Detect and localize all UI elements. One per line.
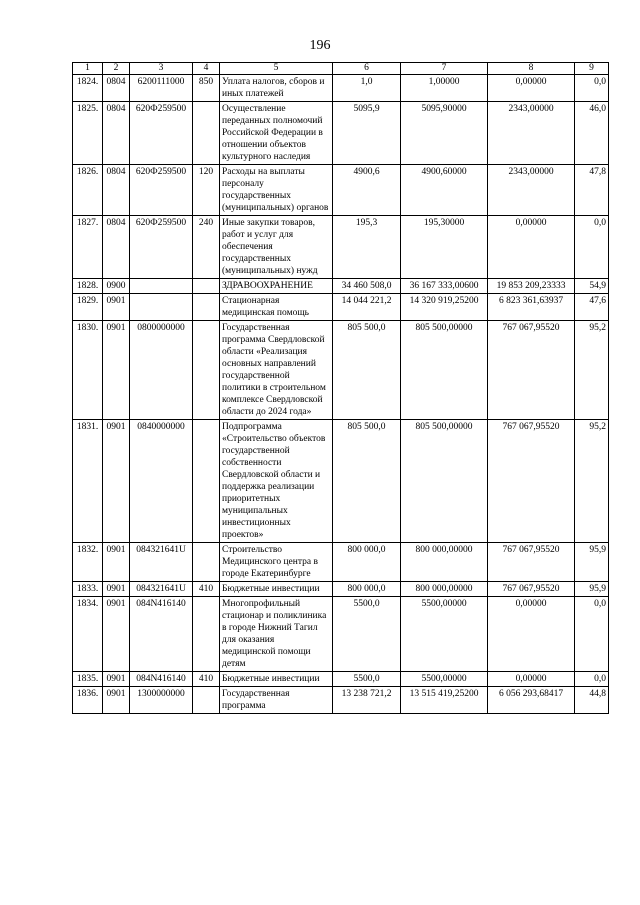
column-header: 5 (220, 63, 333, 75)
table-row (73, 102, 609, 165)
executed-amount-cell: 767 067,95520 (488, 420, 575, 543)
item-name-cell: Государственная программа Свердловской области «Реализация основных направлений государственной политики в строительном комплексе Свердловской области до 2024 года» (220, 321, 333, 420)
target-article-cell: 1300000000 (130, 687, 193, 714)
adjusted-amount-cell: 800 000,00000 (401, 582, 488, 597)
executed-amount-cell: 767 067,95520 (488, 321, 575, 420)
expense-type-cell: 120 (193, 165, 220, 216)
approved-amount-cell: 805 500,0 (333, 420, 401, 543)
approved-amount-cell: 34 460 508,0 (333, 279, 401, 294)
executed-amount-cell: 767 067,95520 (488, 543, 575, 582)
execution-percent-cell: 0,0 (575, 597, 609, 672)
column-header: 2 (103, 63, 130, 75)
section-code-cell: 0804 (103, 75, 130, 102)
section-code-cell: 0901 (103, 420, 130, 543)
row-number-cell: 1832. (73, 543, 103, 582)
column-header: 6 (333, 63, 401, 75)
adjusted-amount-cell: 805 500,00000 (401, 420, 488, 543)
expense-type-cell (193, 321, 220, 420)
target-article-cell: 084321641U (130, 543, 193, 582)
table-row (73, 165, 609, 216)
executed-amount-cell: 19 853 209,23333 (488, 279, 575, 294)
adjusted-amount-cell: 805 500,00000 (401, 321, 488, 420)
item-name-cell: Многопрофильный стационар и поликлиника в городе Нижний Тагил для оказания медицинской помощи детям (220, 597, 333, 672)
table-row (73, 420, 609, 543)
execution-percent-cell: 46,0 (575, 102, 609, 165)
item-name-cell: Строительство Медицинского центра в городе Екатеринбурге (220, 543, 333, 582)
expense-type-cell: 850 (193, 75, 220, 102)
expense-type-cell (193, 687, 220, 714)
adjusted-amount-cell: 13 515 419,25200 (401, 687, 488, 714)
execution-percent-cell: 95,2 (575, 420, 609, 543)
approved-amount-cell: 5500,0 (333, 672, 401, 687)
adjusted-amount-cell: 5500,00000 (401, 597, 488, 672)
target-article-cell: 084N416140 (130, 672, 193, 687)
item-name-cell: Подпрограмма «Строительство объектов государственной собственности Свердловской области и поддержка реализации приоритетных муниципальных инвестиционных проектов» (220, 420, 333, 543)
execution-percent-cell: 0,0 (575, 75, 609, 102)
column-header: 1 (73, 63, 103, 75)
section-code-cell: 0901 (103, 597, 130, 672)
table-row (73, 75, 609, 102)
approved-amount-cell: 5095,9 (333, 102, 401, 165)
executed-amount-cell: 6 823 361,63937 (488, 294, 575, 321)
executed-amount-cell: 0,00000 (488, 672, 575, 687)
expense-type-cell: 410 (193, 582, 220, 597)
item-name-cell: Бюджетные инвестиции (220, 582, 333, 597)
approved-amount-cell: 195,3 (333, 216, 401, 279)
executed-amount-cell: 2343,00000 (488, 165, 575, 216)
row-number-cell: 1827. (73, 216, 103, 279)
adjusted-amount-cell: 1,00000 (401, 75, 488, 102)
execution-percent-cell: 0,0 (575, 672, 609, 687)
section-code-cell: 0901 (103, 672, 130, 687)
row-number-cell: 1836. (73, 687, 103, 714)
row-number-cell: 1824. (73, 75, 103, 102)
target-article-cell: 084321641U (130, 582, 193, 597)
approved-amount-cell: 800 000,0 (333, 582, 401, 597)
row-number-cell: 1834. (73, 597, 103, 672)
section-code-cell: 0804 (103, 216, 130, 279)
row-number-cell: 1833. (73, 582, 103, 597)
section-code-cell: 0804 (103, 165, 130, 216)
target-article-cell (130, 294, 193, 321)
approved-amount-cell: 1,0 (333, 75, 401, 102)
item-name-cell: Иные закупки товаров, работ и услуг для обеспечения государственных (муниципальных) нужд (220, 216, 333, 279)
row-number-cell: 1825. (73, 102, 103, 165)
column-header: 4 (193, 63, 220, 75)
execution-percent-cell: 95,9 (575, 582, 609, 597)
executed-amount-cell: 2343,00000 (488, 102, 575, 165)
table-row (73, 687, 609, 714)
column-header: 7 (401, 63, 488, 75)
row-number-cell: 1828. (73, 279, 103, 294)
approved-amount-cell: 800 000,0 (333, 543, 401, 582)
target-article-cell: 620Ф259500 (130, 102, 193, 165)
executed-amount-cell: 767 067,95520 (488, 582, 575, 597)
row-number-cell: 1835. (73, 672, 103, 687)
column-header: 3 (130, 63, 193, 75)
expense-type-cell (193, 420, 220, 543)
table-row (73, 672, 609, 687)
section-code-cell: 0900 (103, 279, 130, 294)
row-number-cell: 1830. (73, 321, 103, 420)
executed-amount-cell: 0,00000 (488, 216, 575, 279)
execution-percent-cell: 54,9 (575, 279, 609, 294)
item-name-cell: Уплата налогов, сборов и иных платежей (220, 75, 333, 102)
page-number: 196 (309, 38, 331, 53)
adjusted-amount-cell: 800 000,00000 (401, 543, 488, 582)
expense-type-cell (193, 543, 220, 582)
item-name-cell: Стационарная медицинская помощь (220, 294, 333, 321)
execution-percent-cell: 47,8 (575, 165, 609, 216)
table-row (73, 597, 609, 672)
item-name-cell: Государственная программа (220, 687, 333, 714)
target-article-cell: 0840000000 (130, 420, 193, 543)
table-row (73, 321, 609, 420)
adjusted-amount-cell: 5500,00000 (401, 672, 488, 687)
target-article-cell: 6200111000 (130, 75, 193, 102)
section-code-cell: 0901 (103, 543, 130, 582)
target-article-cell: 0800000000 (130, 321, 193, 420)
executed-amount-cell: 0,00000 (488, 75, 575, 102)
expense-type-cell (193, 102, 220, 165)
table-row (73, 216, 609, 279)
adjusted-amount-cell: 14 320 919,25200 (401, 294, 488, 321)
expense-type-cell: 410 (193, 672, 220, 687)
section-code-cell: 0901 (103, 321, 130, 420)
expense-type-cell (193, 279, 220, 294)
row-number-cell: 1831. (73, 420, 103, 543)
table-row (73, 582, 609, 597)
section-code-cell: 0901 (103, 582, 130, 597)
item-name-cell: ЗДРАВООХРАНЕНИЕ (220, 279, 333, 294)
target-article-cell: 620Ф259500 (130, 216, 193, 279)
approved-amount-cell: 5500,0 (333, 597, 401, 672)
expense-type-cell (193, 597, 220, 672)
table-row (73, 543, 609, 582)
approved-amount-cell: 4900,6 (333, 165, 401, 216)
adjusted-amount-cell: 4900,60000 (401, 165, 488, 216)
column-header: 8 (488, 63, 575, 75)
approved-amount-cell: 14 044 221,2 (333, 294, 401, 321)
execution-percent-cell: 44,8 (575, 687, 609, 714)
item-name-cell: Осуществление переданных полномочий Российской Федерации в отношении объектов культурного наследия (220, 102, 333, 165)
row-number-cell: 1826. (73, 165, 103, 216)
section-code-cell: 0901 (103, 687, 130, 714)
table-row (73, 294, 609, 321)
target-article-cell (130, 279, 193, 294)
expense-type-cell (193, 294, 220, 321)
adjusted-amount-cell: 36 167 333,00600 (401, 279, 488, 294)
header-row (73, 63, 609, 75)
executed-amount-cell: 0,00000 (488, 597, 575, 672)
execution-percent-cell: 95,9 (575, 543, 609, 582)
column-header: 9 (575, 63, 609, 75)
item-name-cell: Бюджетные инвестиции (220, 672, 333, 687)
expense-type-cell: 240 (193, 216, 220, 279)
table-row (73, 279, 609, 294)
item-name-cell: Расходы на выплаты персоналу государственных (муниципальных) органов (220, 165, 333, 216)
row-number-cell: 1829. (73, 294, 103, 321)
adjusted-amount-cell: 195,30000 (401, 216, 488, 279)
execution-percent-cell: 0,0 (575, 216, 609, 279)
section-code-cell: 0804 (103, 102, 130, 165)
budget-table (72, 62, 609, 714)
execution-percent-cell: 95,2 (575, 321, 609, 420)
adjusted-amount-cell: 5095,90000 (401, 102, 488, 165)
approved-amount-cell: 13 238 721,2 (333, 687, 401, 714)
target-article-cell: 084N416140 (130, 597, 193, 672)
target-article-cell: 620Ф259500 (130, 165, 193, 216)
approved-amount-cell: 805 500,0 (333, 321, 401, 420)
executed-amount-cell: 6 056 293,68417 (488, 687, 575, 714)
section-code-cell: 0901 (103, 294, 130, 321)
execution-percent-cell: 47,6 (575, 294, 609, 321)
table-body (73, 75, 609, 714)
